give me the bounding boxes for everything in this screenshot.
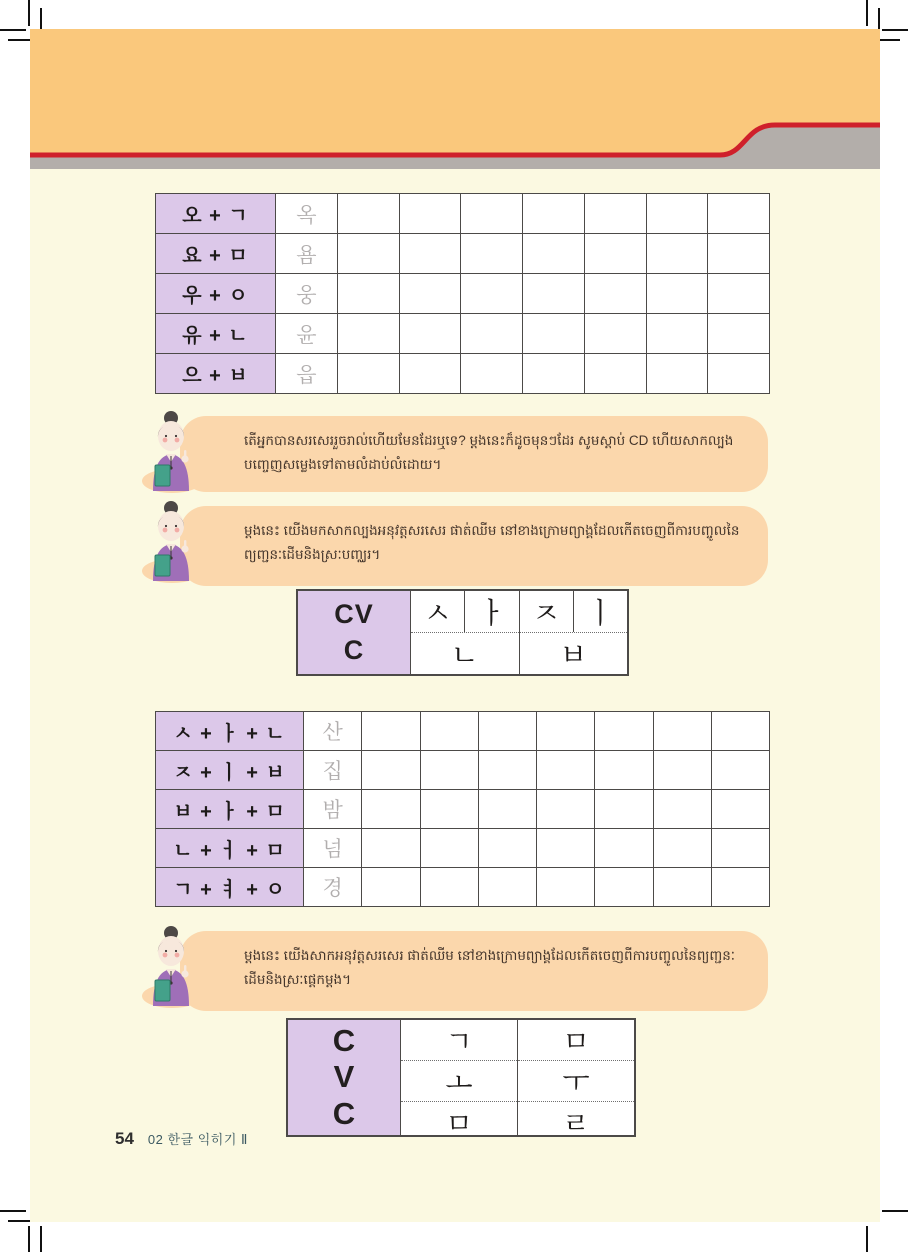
empty-practice-cell bbox=[420, 829, 478, 868]
teacher-icon bbox=[140, 924, 202, 1008]
empty-practice-cell bbox=[711, 868, 769, 907]
teacher-tip-box-3 bbox=[180, 931, 768, 1011]
example-cell: 옥 bbox=[276, 194, 338, 234]
empty-practice-cell bbox=[399, 234, 461, 274]
example-cell: 웅 bbox=[276, 274, 338, 314]
initial-consonant: ㄱ bbox=[445, 1026, 473, 1057]
empty-practice-cell bbox=[523, 234, 585, 274]
empty-practice-cell bbox=[646, 314, 708, 354]
empty-practice-cell bbox=[478, 790, 536, 829]
label-c-final: C bbox=[332, 1095, 356, 1131]
cv-c-label-cell bbox=[298, 591, 411, 674]
vowel: ㅜ bbox=[518, 1060, 634, 1101]
empty-practice-cell bbox=[711, 790, 769, 829]
label-v: V bbox=[333, 1059, 355, 1095]
example-cell: 읍 bbox=[276, 354, 338, 394]
empty-practice-cell bbox=[708, 274, 770, 314]
empty-practice-cell bbox=[337, 274, 399, 314]
cv-c-example-blocks bbox=[411, 591, 627, 674]
empty-practice-cell bbox=[362, 790, 420, 829]
table-row bbox=[156, 314, 770, 354]
empty-practice-cell bbox=[461, 354, 523, 394]
example-cell: 경 bbox=[304, 868, 362, 907]
table-row bbox=[156, 868, 770, 907]
tip-text: ម្តងនេះ យើងមកសាកល្បងអនុវត្តសរសេរ ផាត់ឈីម នៅខាងក្រោមព្យាង្គដែលកើតចេញពីការបញ្ចូលនៃព្យញ្ជនៈដើមនិងស្រៈបញ្ឈរ។ bbox=[244, 523, 740, 562]
empty-practice-cell bbox=[523, 194, 585, 234]
c-v-c-example-columns bbox=[401, 1020, 634, 1139]
example-cell: 집 bbox=[304, 751, 362, 790]
empty-practice-cell bbox=[646, 234, 708, 274]
formula-cell: 유 + ㄴ bbox=[156, 314, 276, 354]
empty-practice-cell bbox=[584, 234, 646, 274]
empty-practice-cell bbox=[523, 354, 585, 394]
table-row bbox=[156, 751, 770, 790]
empty-practice-cell bbox=[420, 790, 478, 829]
chapter-title: 02 한글 익히기 Ⅱ bbox=[147, 1132, 248, 1147]
crop-mark bbox=[28, 0, 30, 26]
empty-practice-cell bbox=[478, 829, 536, 868]
empty-practice-cell bbox=[523, 274, 585, 314]
example-cell: 밤 bbox=[304, 790, 362, 829]
empty-practice-cell bbox=[537, 868, 595, 907]
empty-practice-cell bbox=[708, 354, 770, 394]
vowel: ㅣ bbox=[586, 598, 615, 630]
page-footer bbox=[115, 1129, 248, 1149]
empty-practice-cell bbox=[537, 790, 595, 829]
formula-cell: ㅅ + ㅏ + ㄴ bbox=[156, 712, 304, 751]
empty-practice-cell bbox=[337, 354, 399, 394]
c-v-c-label-cell bbox=[288, 1020, 401, 1135]
example-cell: 산 bbox=[304, 712, 362, 751]
empty-practice-cell bbox=[478, 712, 536, 751]
empty-practice-cell bbox=[584, 314, 646, 354]
practice-table-vowel-final bbox=[155, 193, 770, 394]
empty-practice-cell bbox=[646, 274, 708, 314]
teacher-icon bbox=[140, 409, 202, 493]
teacher-tip-box-1 bbox=[180, 416, 768, 492]
final-consonant: ㅂ bbox=[559, 640, 588, 672]
empty-practice-cell bbox=[461, 314, 523, 354]
empty-practice-cell bbox=[708, 194, 770, 234]
empty-practice-cell bbox=[399, 194, 461, 234]
formula-cell: ㅂ + ㅏ + ㅁ bbox=[156, 790, 304, 829]
table-row bbox=[156, 274, 770, 314]
table-row bbox=[156, 829, 770, 868]
example-cell: 윤 bbox=[276, 314, 338, 354]
chapter-header-banner bbox=[30, 29, 880, 169]
empty-practice-cell bbox=[595, 751, 653, 790]
syllable-block bbox=[519, 591, 628, 674]
formula-cell: 우 + ㅇ bbox=[156, 274, 276, 314]
label-c-initial: C bbox=[332, 1022, 356, 1058]
empty-practice-cell bbox=[595, 829, 653, 868]
initial-consonant: ㅅ bbox=[411, 591, 465, 632]
crop-mark bbox=[0, 1210, 26, 1212]
crop-mark bbox=[866, 1226, 868, 1252]
formula-cell: 요 + ㅁ bbox=[156, 234, 276, 274]
empty-practice-cell bbox=[478, 751, 536, 790]
empty-practice-cell bbox=[362, 868, 420, 907]
empty-practice-cell bbox=[537, 829, 595, 868]
cv-row bbox=[520, 591, 628, 633]
tip-text: ម្តងនេះ យើងសាកអនុវត្តសរសេរ ផាត់ឈីម នៅខាងក្រោមព្យាង្គដែលកើតចេញពីការបញ្ចូលនៃព្យញ្ជនៈដើមនិងស្រៈផ្ដេកម្ដង។ bbox=[244, 948, 735, 987]
empty-practice-cell bbox=[653, 712, 711, 751]
teacher-icon bbox=[140, 499, 202, 583]
empty-practice-cell bbox=[461, 274, 523, 314]
empty-practice-cell bbox=[420, 868, 478, 907]
crop-mark bbox=[28, 1226, 30, 1252]
empty-practice-cell bbox=[708, 234, 770, 274]
empty-practice-cell bbox=[711, 751, 769, 790]
crop-mark bbox=[882, 1210, 908, 1212]
crop-mark bbox=[40, 1226, 42, 1252]
initial-consonant: ㅈ bbox=[520, 591, 574, 632]
table-row bbox=[156, 790, 770, 829]
vowel: ㅗ bbox=[401, 1060, 517, 1101]
formula-cell: ㄴ + ㅓ + ㅁ bbox=[156, 829, 304, 868]
empty-practice-cell bbox=[653, 829, 711, 868]
empty-practice-cell bbox=[523, 314, 585, 354]
empty-practice-cell bbox=[420, 751, 478, 790]
teacher-tip-box-2 bbox=[180, 506, 768, 586]
syllable-block bbox=[411, 591, 519, 674]
empty-practice-cell bbox=[399, 274, 461, 314]
empty-practice-cell bbox=[537, 751, 595, 790]
empty-practice-cell bbox=[708, 314, 770, 354]
empty-practice-cell bbox=[399, 314, 461, 354]
example-cell: 넘 bbox=[304, 829, 362, 868]
empty-practice-cell bbox=[362, 712, 420, 751]
syllable-column bbox=[517, 1020, 634, 1139]
empty-practice-cell bbox=[711, 712, 769, 751]
syllable-column bbox=[401, 1020, 517, 1139]
empty-practice-cell bbox=[399, 354, 461, 394]
empty-practice-cell bbox=[646, 194, 708, 234]
textbook-page bbox=[30, 29, 880, 1222]
empty-practice-cell bbox=[461, 194, 523, 234]
table-row bbox=[156, 712, 770, 751]
final-consonant: ㅁ bbox=[401, 1101, 517, 1142]
crop-mark bbox=[866, 0, 868, 26]
cv-c-structure-diagram bbox=[296, 589, 629, 676]
crop-mark bbox=[882, 29, 908, 31]
empty-practice-cell bbox=[461, 234, 523, 274]
empty-practice-cell bbox=[584, 354, 646, 394]
c-v-c-structure-diagram bbox=[286, 1018, 636, 1137]
label-cv: CV bbox=[334, 599, 374, 630]
empty-practice-cell bbox=[595, 868, 653, 907]
empty-practice-cell bbox=[337, 234, 399, 274]
table-row bbox=[156, 354, 770, 394]
formula-cell: ㅈ + ㅣ + ㅂ bbox=[156, 751, 304, 790]
practice-table-cvc bbox=[155, 711, 770, 907]
empty-practice-cell bbox=[711, 829, 769, 868]
empty-practice-cell bbox=[595, 790, 653, 829]
page-number: 54 bbox=[115, 1129, 134, 1148]
final-consonant: ㄹ bbox=[518, 1101, 634, 1142]
initial-consonant: ㅁ bbox=[562, 1026, 590, 1057]
final-consonant: ㄴ bbox=[450, 640, 479, 672]
empty-practice-cell bbox=[584, 274, 646, 314]
empty-practice-cell bbox=[420, 712, 478, 751]
label-c: C bbox=[343, 634, 365, 665]
vowel: ㅏ bbox=[477, 598, 506, 630]
banner-curve-graphic bbox=[30, 29, 880, 169]
empty-practice-cell bbox=[653, 868, 711, 907]
empty-practice-cell bbox=[653, 790, 711, 829]
empty-practice-cell bbox=[337, 314, 399, 354]
table-row bbox=[156, 194, 770, 234]
formula-cell: 으 + ㅂ bbox=[156, 354, 276, 394]
example-cell: 욤 bbox=[276, 234, 338, 274]
table-row bbox=[156, 234, 770, 274]
cv-row bbox=[411, 591, 519, 633]
tip-text: តើអ្នកបានសរសេររួចរាល់ហើយមែនដែរឬទេ? ម្តងនេះក៏ដូចមុនៗដែរ សូមស្តាប់ CD ហើយសាកល្បងបញ្ចេញសម្លេងទៅតាមលំដាប់លំដោយ។ bbox=[244, 433, 734, 472]
formula-cell: ㄱ + ㅕ + ㅇ bbox=[156, 868, 304, 907]
empty-practice-cell bbox=[646, 354, 708, 394]
empty-practice-cell bbox=[653, 751, 711, 790]
crop-mark bbox=[0, 29, 26, 31]
empty-practice-cell bbox=[362, 829, 420, 868]
empty-practice-cell bbox=[537, 712, 595, 751]
empty-practice-cell bbox=[595, 712, 653, 751]
empty-practice-cell bbox=[337, 194, 399, 234]
empty-practice-cell bbox=[362, 751, 420, 790]
empty-practice-cell bbox=[584, 194, 646, 234]
formula-cell: 오 + ㄱ bbox=[156, 194, 276, 234]
empty-practice-cell bbox=[478, 868, 536, 907]
